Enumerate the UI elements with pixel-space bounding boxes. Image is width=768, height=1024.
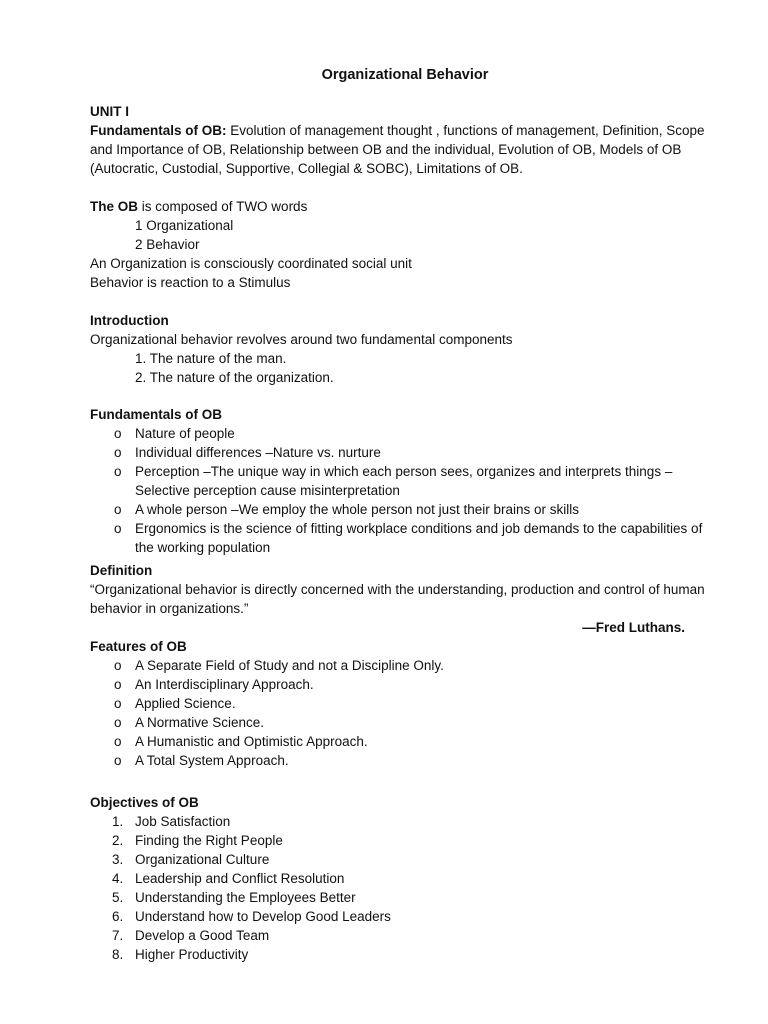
introduction-section (90, 311, 720, 387)
composed-definition-line: Behavior is reaction to a Stimulus (90, 275, 291, 290)
composed-line (90, 197, 720, 216)
list-item-text: Understanding the Employees Better (135, 890, 356, 905)
composed-item: 1 Organizational (135, 218, 234, 233)
composed-definition-line: An Organization is consciously coordinated social unit (90, 256, 412, 271)
list-item (90, 945, 720, 964)
composed-item: 2 Behavior (135, 237, 200, 252)
list-item (90, 812, 720, 831)
features-section (90, 637, 720, 770)
definition-heading: Definition (90, 563, 153, 578)
objectives-heading: Objectives of OB (90, 795, 199, 810)
list-item-text: Organizational Culture (135, 852, 270, 867)
list-item: o A Humanistic and Optimistic Approach. (90, 732, 720, 751)
list-number: 5. (112, 890, 124, 905)
list-item: o Individual differences –Nature vs. nurture (90, 443, 720, 462)
list-number: 6. (112, 909, 124, 924)
introduction-item: 1. The nature of the man. (135, 351, 287, 366)
list-item (90, 907, 720, 926)
objectives-section (90, 793, 720, 964)
fundamentals-heading: Fundamentals of OB (90, 407, 223, 422)
list-number: 7. (112, 928, 124, 943)
definition-quote: “Organizational behavior is directly concerned with the understanding, production and control of human behavior in organizations.” (90, 582, 705, 616)
document-title: Organizational Behavior (321, 67, 489, 83)
list-item: o Ergonomics is the science of fitting workplace conditions and job demands to the capabilities of the working population (90, 519, 720, 557)
list-item-text: Higher Productivity (135, 947, 249, 962)
introduction-item: 2. The nature of the organization. (135, 370, 334, 385)
unit-section (90, 102, 720, 178)
list-number: 1. (112, 814, 124, 829)
fundamentals-intro (90, 121, 720, 178)
definition-section (90, 561, 720, 637)
features-list (90, 656, 720, 770)
list-number: 3. (112, 852, 124, 867)
list-item: o An Interdisciplinary Approach. (90, 675, 720, 694)
list-item-text: Develop a Good Team (135, 928, 270, 943)
fundamentals-section (90, 405, 720, 557)
composed-section (90, 197, 720, 292)
list-item-text: Finding the Right People (135, 833, 283, 848)
list-item-text: Job Satisfaction (135, 814, 231, 829)
list-item: o A whole person –We employ the whole person not just their brains or skills (90, 500, 720, 519)
list-item-text: Leadership and Conflict Resolution (135, 871, 345, 886)
list-item (90, 869, 720, 888)
list-item: o A Total System Approach. (90, 751, 720, 770)
introduction-text: Organizational behavior revolves around two fundamental components (90, 332, 513, 347)
list-item: o A Normative Science. (90, 713, 720, 732)
objectives-list (90, 812, 720, 964)
list-item (90, 888, 720, 907)
introduction-heading: Introduction (90, 313, 169, 328)
list-item (90, 926, 720, 945)
unit-label: UNIT I (90, 104, 129, 119)
composed-label: The OB (90, 199, 139, 214)
list-number: 8. (112, 947, 124, 962)
list-item-text: Understand how to Develop Good Leaders (135, 909, 391, 924)
definition-attribution: —Fred Luthans. (582, 620, 685, 635)
fundamentals-intro-label: Fundamentals of OB: (90, 123, 227, 138)
list-item (90, 850, 720, 869)
fundamentals-list (90, 424, 720, 557)
list-number: 2. (112, 833, 124, 848)
list-item: o Perception –The unique way in which each person sees, organizes and interprets things – Selective perception cause misinterpretation (90, 462, 720, 500)
list-item: o Nature of people (90, 424, 720, 443)
list-item (90, 831, 720, 850)
composed-text: is composed of TWO words (138, 199, 308, 214)
list-item: o A Separate Field of Study and not a Discipline Only. (90, 656, 720, 675)
list-item: o Applied Science. (90, 694, 720, 713)
fundamentals-intro-text: Evolution of management thought , functions of management, Definition, Scope and Importance of OB, Relationship between OB and the individual, Evolution of OB, Models of OB (Autocratic, Custodial, Supportive, Collegial & SOBC), Limitations of OB. (90, 123, 705, 176)
list-number: 4. (112, 871, 124, 886)
features-heading: Features of OB (90, 639, 187, 654)
